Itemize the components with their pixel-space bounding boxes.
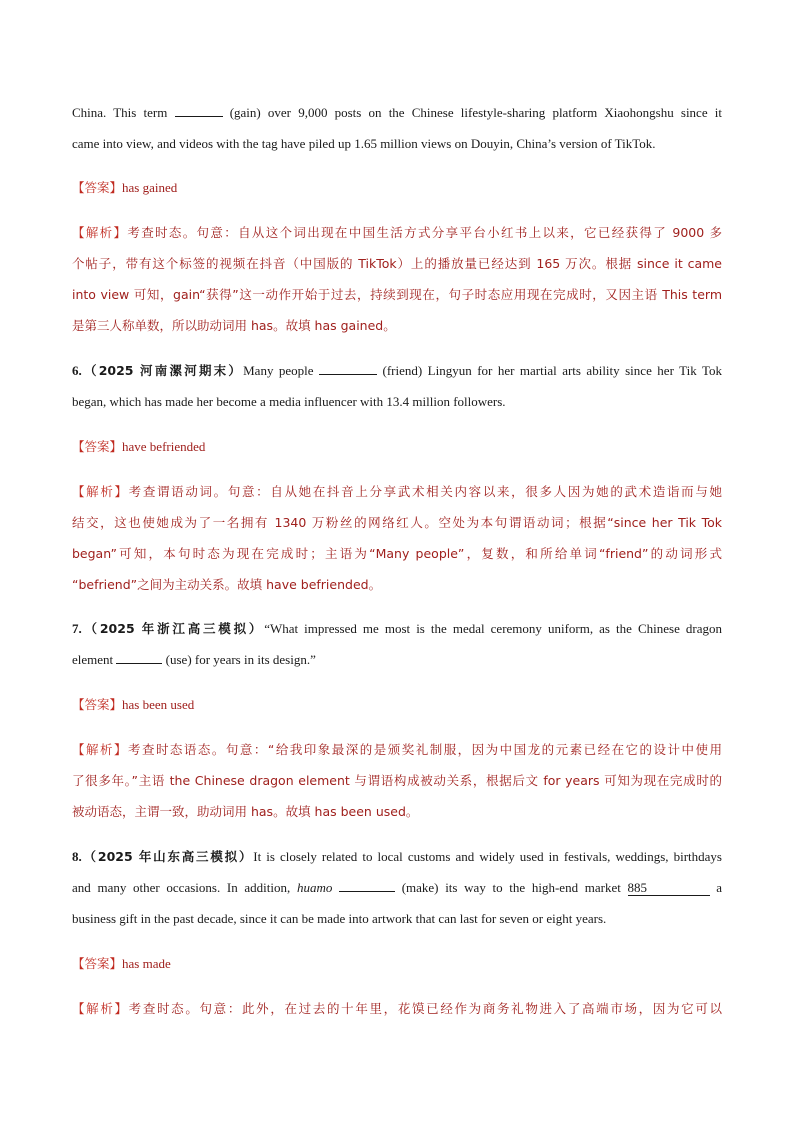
answer-text: has made	[122, 956, 171, 971]
answer-blank[interactable]	[319, 374, 377, 375]
answer-tag: 【答案】	[72, 956, 123, 971]
answer-line	[72, 689, 722, 720]
answer-text: have befriended	[122, 439, 206, 454]
analysis-line: 【解析】考查时态。句意：此外，在过去的十年里，花馍已经作为商务礼物进入了高端市场，因为它可以	[72, 1001, 722, 1016]
question-line: and many other occasions. In addition, huamo (make) its way to the high-end market 885 a	[72, 880, 722, 895]
question-line: began, which has made her become a media influencer with 13.4 million followers.	[72, 394, 506, 409]
answer-text: has gained	[122, 180, 178, 195]
answer-tag: 【答案】	[72, 439, 123, 454]
answer-tag: 【答案】	[72, 697, 123, 712]
answer-line	[72, 948, 722, 979]
question-line: element (use) for years in its design.”	[72, 652, 316, 667]
answer-line	[72, 431, 722, 462]
filled-blank[interactable]: 885	[628, 881, 710, 896]
analysis-line: began”可知，本句时态为现在完成时；主语为“Many people”，复数，和所给单词“friend”的动词形式	[72, 546, 722, 561]
question-number: 7.	[72, 621, 82, 636]
analysis-tag: 【解析】	[72, 742, 128, 757]
question-line: business gift in the past decade, since it can be made into artwork that can last for seven or eight years.	[72, 911, 607, 926]
italic-term: huamo	[296, 880, 333, 895]
analysis-line: 被动语态，主谓一致，助动词用 has。故填 has been used。	[72, 804, 419, 819]
analysis-line: 【解析】考查谓语动词。句意：自从她在抖音上分享武术相关内容以来，很多人因为她的武术造诣而与她	[72, 484, 722, 499]
answer-blank[interactable]	[116, 663, 162, 664]
question-source: （2025 河南漯河期末）	[81, 363, 244, 378]
analysis-line: into view 可知，gain“获得”这一动作开始于过去，持续到现在，句子时态应用现在完成时，又因主语 This term	[72, 287, 722, 302]
answer-blank[interactable]	[175, 116, 223, 117]
question-line: 6.（2025 河南漯河期末）Many people (friend) Lingyun for her martial arts ability since her Tik Tok	[72, 363, 723, 378]
analysis-line: 【解析】考查时态语态。句意：“给我印象最深的是颁奖礼制服，因为中国龙的元素已经在它的设计中使用	[72, 742, 722, 757]
analysis-tag: 【解析】	[72, 225, 128, 240]
answer-tag: 【答案】	[72, 180, 123, 195]
analysis-line: 个帖子，带有这个标签的视频在抖音（中国版的 TikTok）上的播放量已经达到 165 万次。根据 since it came	[72, 256, 722, 271]
analysis-line: 了很多年。”主语 the Chinese dragon element 与谓语构成被动关系，根据后文 for years 可知为现在完成时的	[72, 773, 722, 788]
question-source: （2025 年山东高三模拟）	[81, 849, 254, 864]
analysis-line: “befriend”之间为主动关系。故填 have befriended。	[72, 577, 382, 592]
answer-line	[72, 172, 722, 203]
question-line: 7.（2025 年浙江高三模拟）“What impressed me most is the medal ceremony uniform, as the Chinese dragon	[72, 621, 722, 636]
analysis-tag: 【解析】	[72, 1001, 129, 1016]
question-line: 8.（2025 年山东高三模拟）It is closely related to local customs and widely used in festivals, weddings, birthdays	[72, 849, 722, 864]
analysis-line: 是第三人称单数，所以助动词用 has。故填 has gained。	[72, 318, 396, 333]
question-number: 8.	[72, 849, 82, 864]
question-source: （2025 年浙江高三模拟）	[81, 621, 265, 636]
analysis-line: 【解析】考查时态。句意：自从这个词出现在中国生活方式分享平台小红书上以来，它已经获得了 9000 多	[72, 225, 722, 240]
answer-blank[interactable]	[339, 891, 395, 892]
question-number: 6.	[72, 363, 82, 378]
passage-line: came into view, and videos with the tag have piled up 1.65 million views on Douyin, China’s version of TikTok.	[72, 136, 656, 151]
analysis-tag: 【解析】	[72, 484, 129, 499]
passage-line: China. This term (gain) over 9,000 posts on the Chinese lifestyle-sharing platform Xiaohongshu since it	[72, 105, 722, 120]
analysis-line: 结交，这也使她成为了一名拥有 1340 万粉丝的网络红人。空处为本句谓语动词；根据“since her Tik Tok	[72, 515, 722, 530]
answer-text: has been used	[122, 697, 195, 712]
